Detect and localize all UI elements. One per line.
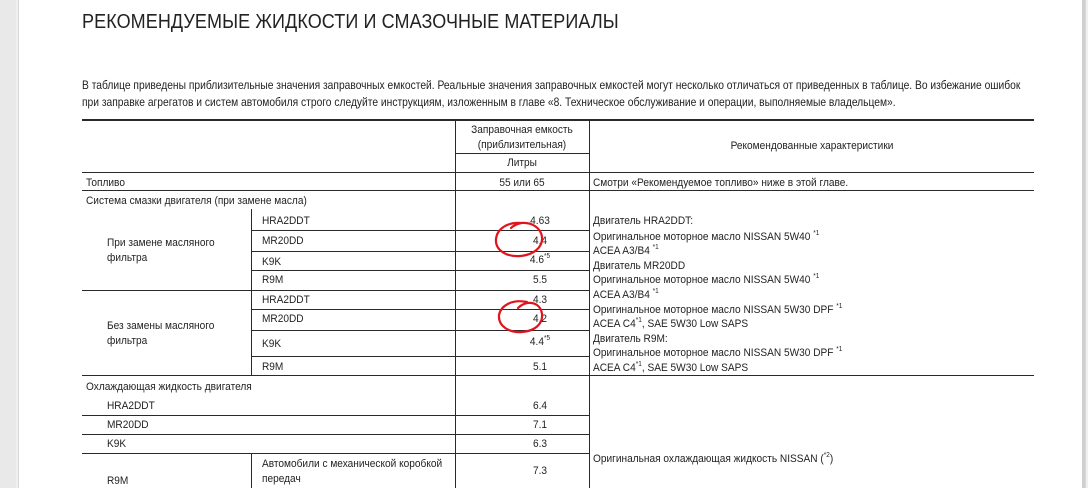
spec-line: Двигатель MR20DD [593,260,686,272]
capacity-value: 4.63 [530,215,550,227]
engine-name: R9M [262,274,284,286]
coolant-row-rule [82,453,589,454]
engine-name: HRA2DDT [107,400,155,412]
engine-name: HRA2DDT [262,215,310,227]
coolant-value: 7.1 [532,419,548,431]
spec-line: ACEA C4$^{*1}$, SAE 5W30 Low SAPS [593,361,749,374]
fuel-bottom-rule [82,190,1034,191]
liters-rule [455,153,589,154]
table-top-rule [82,119,1034,121]
highlight-circle-annotation [491,219,547,261]
coolant-row-rule [82,434,589,435]
lube-sub-divider [251,209,252,375]
lube-row-rule [251,270,589,271]
spec-line: Двигатель HRA2DDT: [593,215,694,227]
spec-line: ACEA C4$^{*1}$, SAE 5W30 Low SAPS [593,317,749,330]
engine-name: MR20DD [107,419,149,431]
header-capacity-approx: (приблизительная) [477,139,567,151]
engine-name: K9K [107,438,127,450]
coolant-row-rule [82,415,589,416]
lube-row-rule [251,356,589,357]
spec-line: ACEA A3/B4 $^{*1}$ [593,288,659,301]
header-recommended: Рекомендованные характеристики [730,140,894,152]
highlight-circle-annotation [493,297,547,337]
coolant-spec: Оригинальная охлаждающая жидкость NISSAN ($^{*2}$) [593,452,834,465]
without-filter-label: фильтра [107,335,148,347]
header-capacity: Заправочная емкость [471,124,573,136]
spec-line: Оригинальное моторное масло NISSAN 5W30 DPF $^{*1}$ [593,346,843,359]
capacity-value: 5.5 [532,274,548,286]
capacity-value: 4.4 [532,235,548,247]
fuel-spec: Смотри «Рекомендуемое топливо» ниже в этой главе. [593,177,849,189]
capacity-value: 5.1 [532,361,548,373]
capacity-value: 4.6$^{*5}$ [529,253,551,266]
spec-line: Оригинальное моторное масло NISSAN 5W40 $^{*1}$ [593,273,820,286]
intro-paragraph: В таблице приведены приблизительные значения заправочных емкостей. Реальные значения заправочных емкостей могут несколько отличаться от приведенных в таблице. Во избежание ошибок при заправке агрегатов и систем автомобиля строго следуйте инструкциям, изложенным в главе «8. Техническое обслуживание и операции, выполняемые владельцем». [82,78,1021,109]
header-bottom-rule [82,172,1034,173]
with-filter-label: фильтра [107,252,148,264]
engine-name: R9M [107,475,129,487]
engine-name: R9M [262,361,284,373]
fuel-value: 55 или 65 [499,177,545,189]
transmission-note: Автомобили с механической коробкой [262,458,443,470]
viewer-margin [0,0,16,488]
page-edge [1082,0,1085,488]
spec-line: Оригинальное моторное масло NISSAN 5W30 DPF $^{*1}$ [593,303,843,316]
document-page [18,0,1086,488]
spec-line: ACEA A3/B4 $^{*1}$ [593,244,659,257]
transmission-note: передач [262,473,301,485]
header-liters: Литры [507,157,537,169]
spec-line: Двигатель R9M: [593,333,668,345]
with-filter-label: При замене масляного [107,237,215,249]
coolant-value: 6.3 [532,438,548,450]
fuel-label: Топливо [86,177,125,189]
engine-name: MR20DD [262,235,304,247]
engine-name: K9K [262,256,282,268]
coolant-value: 6.4 [532,400,548,412]
coolant-sub-divider [251,453,252,488]
lube-group-rule [82,290,589,291]
capacity-value: 4.4$^{*5}$ [529,335,551,348]
without-filter-label: Без замены масляного [107,320,215,332]
lube-section-title: Система смазки двигателя (при замене масла) [86,195,307,207]
page-title: РЕКОМЕНДУЕМЫЕ ЖИДКОСТИ И СМАЗОЧНЫЕ МАТЕРИАЛЫ [82,11,619,33]
engine-name: HRA2DDT [262,294,310,306]
coolant-value: 7.3 [532,465,548,477]
table-divider-left [455,119,456,488]
capacity-value: 4.2 [532,313,548,325]
capacity-value: 4.3 [532,294,548,306]
coolant-section-title: Охлаждающая жидкость двигателя [86,381,252,393]
engine-name: K9K [262,338,282,350]
engine-name: MR20DD [262,313,304,325]
spec-line: Оригинальное моторное масло NISSAN 5W40 $^{*1}$ [593,230,820,243]
lube-bottom-rule [82,375,1034,376]
